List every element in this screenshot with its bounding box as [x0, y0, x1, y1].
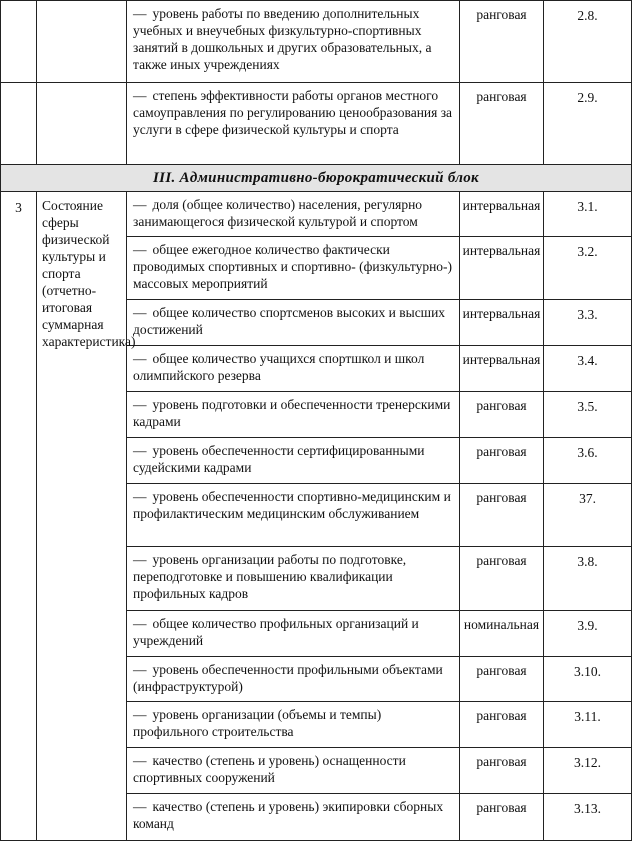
code-cell: 2.8.: [544, 1, 632, 83]
code-cell: 3.6.: [544, 438, 632, 484]
indicator-cell: — общее количество учащихся спортшкол и школ олимпийского резерва: [127, 346, 460, 392]
indicator-cell: — качество (степень и уровень) оснащенности спортивных сооружений: [127, 748, 460, 794]
indicator-cell: — общее количество профильных организаций и учреждений: [127, 611, 460, 657]
indicator-text: качество (степень и уровень) экипировки сборных команд: [133, 799, 444, 831]
indicator-cell: — уровень организации работы по подготовке, переподготовке и повышению квалификации профильных кадров: [127, 547, 460, 611]
table-row: [1, 1, 632, 83]
code-cell: 3.2.: [544, 237, 632, 300]
table-row: [1, 192, 632, 237]
code-cell: 3.3.: [544, 300, 632, 346]
indicator-text: уровень обеспеченности профильными объектами (инфраструктурой): [133, 662, 443, 694]
code-cell: 3.13.: [544, 794, 632, 841]
scale-cell: номинальная: [460, 611, 544, 657]
scale-cell: ранговая: [460, 547, 544, 611]
scale-cell: ранговая: [460, 748, 544, 794]
indicator-cell: — общее количество спортсменов высоких и высших достижений: [127, 300, 460, 346]
indicator-cell: — уровень обеспеченности профильными объектами (инфраструктурой): [127, 657, 460, 702]
indicator-text: уровень работы по введению дополнительных учебных и внеучебных физкультурно-спортивных занятий в дошкольных и других образовательных, а также иных учреждениях: [133, 6, 432, 72]
indicator-cell: — уровень обеспеченности сертифицированными судейскими кадрами: [127, 438, 460, 484]
scale-cell: интервальная: [460, 192, 544, 237]
indicator-cell: — степень эффективности работы органов местного самоуправления по регулированию ценообразования за услуги в сфере физической культуры и спорта: [127, 83, 460, 165]
code-cell: 3.9.: [544, 611, 632, 657]
code-cell: 37.: [544, 484, 632, 547]
indicator-cell: — общее ежегодное количество фактически проводимых спортивных и спортивно- (физкультурно-) массовых мероприятий: [127, 237, 460, 300]
code-cell: 3.1.: [544, 192, 632, 237]
indicator-text: уровень обеспеченности спортивно-медицинским и профилактическим медицинским обслуживанием: [133, 489, 451, 521]
scale-cell: ранговая: [460, 1, 544, 83]
section-header-row: [1, 165, 632, 192]
indicator-text: общее количество профильных организаций и учреждений: [133, 616, 419, 648]
scale-cell: ранговая: [460, 392, 544, 438]
scale-cell: интервальная: [460, 237, 544, 300]
indicator-cell: — качество (степень и уровень) экипировки сборных команд: [127, 794, 460, 841]
code-cell: 3.4.: [544, 346, 632, 392]
code-cell: 2.9.: [544, 83, 632, 165]
row-number-cell: [1, 83, 37, 165]
indicator-cell: — доля (общее количество) населения, регулярно занимающегося физической культурой и спортом: [127, 192, 460, 237]
table-row: [1, 83, 632, 165]
scale-cell: ранговая: [460, 438, 544, 484]
row-number-cell: [1, 1, 37, 83]
scale-cell: интервальная: [460, 346, 544, 392]
section-title: III. Административно-бюрократический блок: [1, 165, 632, 192]
indicator-text: уровень подготовки и обеспеченности тренерскими кадрами: [133, 397, 451, 429]
indicator-text: уровень обеспеченности сертифицированными судейскими кадрами: [133, 443, 425, 475]
block-number: 3: [1, 192, 37, 841]
indicator-text: степень эффективности работы органов местного самоуправления по регулированию ценообразования за услуги в сфере физической культуры и спорта: [133, 88, 453, 137]
indicator-text: общее количество учащихся спортшкол и школ олимпийского резерва: [133, 351, 425, 383]
indicator-cell: — уровень работы по введению дополнительных учебных и внеучебных физкультурно-спортивных занятий в дошкольных и других образовательных, а также иных учреждениях: [127, 1, 460, 83]
scale-cell: ранговая: [460, 657, 544, 702]
scale-cell: интервальная: [460, 300, 544, 346]
scale-cell: ранговая: [460, 83, 544, 165]
code-cell: 3.11.: [544, 702, 632, 748]
code-cell: 3.10.: [544, 657, 632, 702]
criterion-cell: [37, 1, 127, 83]
indicator-text: уровень организации работы по подготовке, переподготовке и повышению квалификации профильных кадров: [133, 552, 407, 601]
code-cell: 3.8.: [544, 547, 632, 611]
scale-cell: ранговая: [460, 484, 544, 547]
scale-cell: ранговая: [460, 794, 544, 841]
criterion-cell: [37, 83, 127, 165]
indicator-text: общее ежегодное количество фактически проводимых спортивных и спортивно- (физкультурно-) массовых мероприятий: [133, 242, 453, 291]
indicator-text: уровень организации (объемы и темпы) профильного строительства: [133, 707, 382, 739]
indicator-text: качество (степень и уровень) оснащенности спортивных сооружений: [133, 753, 406, 785]
code-cell: 3.5.: [544, 392, 632, 438]
block-criterion: Состояние сферы физической культуры и спорта (отчетно-итоговая суммарная характеристика): [37, 192, 127, 841]
code-cell: 3.12.: [544, 748, 632, 794]
indicator-cell: — уровень организации (объемы и темпы) профильного строительства: [127, 702, 460, 748]
scale-cell: ранговая: [460, 702, 544, 748]
indicator-text: общее количество спортсменов высоких и высших достижений: [133, 305, 446, 337]
indicator-cell: — уровень обеспеченности спортивно-медицинским и профилактическим медицинским обслуживанием: [127, 484, 460, 547]
indicator-cell: — уровень подготовки и обеспеченности тренерскими кадрами: [127, 392, 460, 438]
indicator-text: доля (общее количество) населения, регулярно занимающегося физической культурой и спортом: [133, 197, 423, 229]
